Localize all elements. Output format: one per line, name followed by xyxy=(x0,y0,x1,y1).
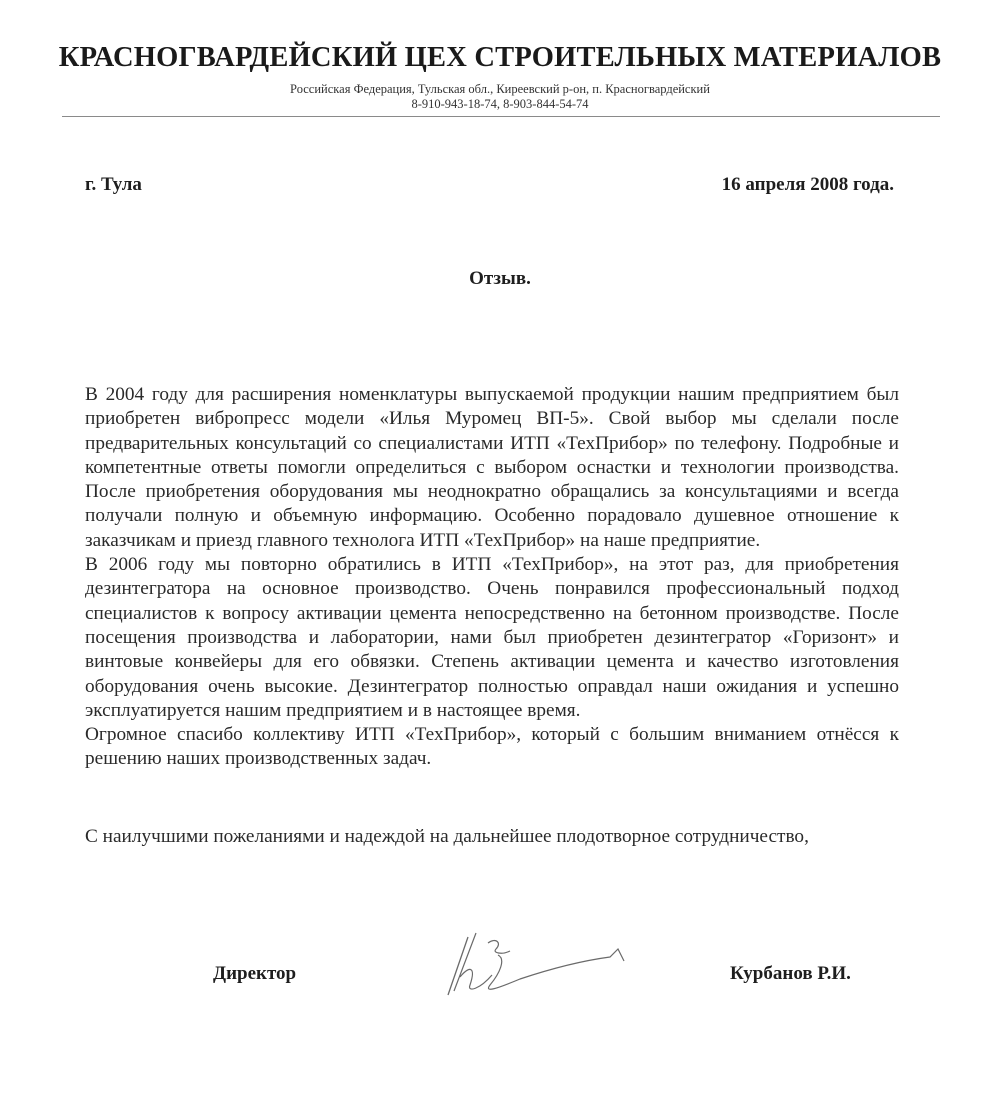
body-paragraph: Огромное спасибо коллективу ИТП «ТехПрибор», который с большим вниманием отнёсся к решению наших производственных задач. xyxy=(85,724,899,770)
body-paragraph: В 2004 году для расширения номенклатуры выпускаемой продукции нашим предприятием был приобретен вибропресс модели «Илья Муромец ВП-5». Свой выбор мы сделали после предварительных консультаций со специалистами ИТП «ТехПрибор» по телефону. Подробные и компетентные ответы помогли определиться с выбором оснастки и технологии производства. После приобретения оборудования мы неоднократно обращались за консультациями и всегда получали полную и объемную информацию. Особенно порадовало душевное отношение к заказчикам и приезд главного технолога ИТП «ТехПрибор» на наше предприятие. xyxy=(85,384,899,551)
organization-name: КРАСНОГВАРДЕЙСКИЙ ЦЕХ СТРОИТЕЛЬНЫХ МАТЕРИАЛОВ xyxy=(58,42,942,73)
letter-date: 16 апреля 2008 года. xyxy=(721,174,894,195)
signature-icon xyxy=(440,915,640,1000)
organization-contacts xyxy=(0,82,1000,112)
signatory-role: Директор xyxy=(213,963,297,984)
letter-heading: Отзыв. xyxy=(469,268,531,289)
body-paragraph: В 2006 году мы повторно обратились в ИТП «ТехПрибор», на этот раз, для приобретения дезинтегратора на основное производство. Очень понравился профессиональный подход специалистов к вопросу активации цемента непосредственно на бетонном производстве. После посещения производства и лаборатории, нами был приобретен дезинтегратор «Горизонт» и винтовые конвейеры для его обвязки. Степень активации цемента и качество изготовления оборудования очень высокие. Дезинтегратор полностью оправдал наши ожидания и успешно эксплуатируется нашим предприятием и в настоящее время. xyxy=(85,554,899,721)
organization-address: Российская Федерация, Тульская обл., Киреевский р-он, п. Красногвардейский xyxy=(290,82,710,96)
letter-city: г. Тула xyxy=(85,174,142,195)
organization-phones: 8-910-943-18-74, 8-903-844-54-74 xyxy=(411,97,589,111)
letter-body xyxy=(85,383,899,772)
letterhead-divider xyxy=(62,116,940,117)
letter-closing: С наилучшими пожеланиями и надеждой на дальнейшее плодотворное сотрудничество, xyxy=(85,826,809,847)
signatory-name: Курбанов Р.И. xyxy=(730,963,851,984)
